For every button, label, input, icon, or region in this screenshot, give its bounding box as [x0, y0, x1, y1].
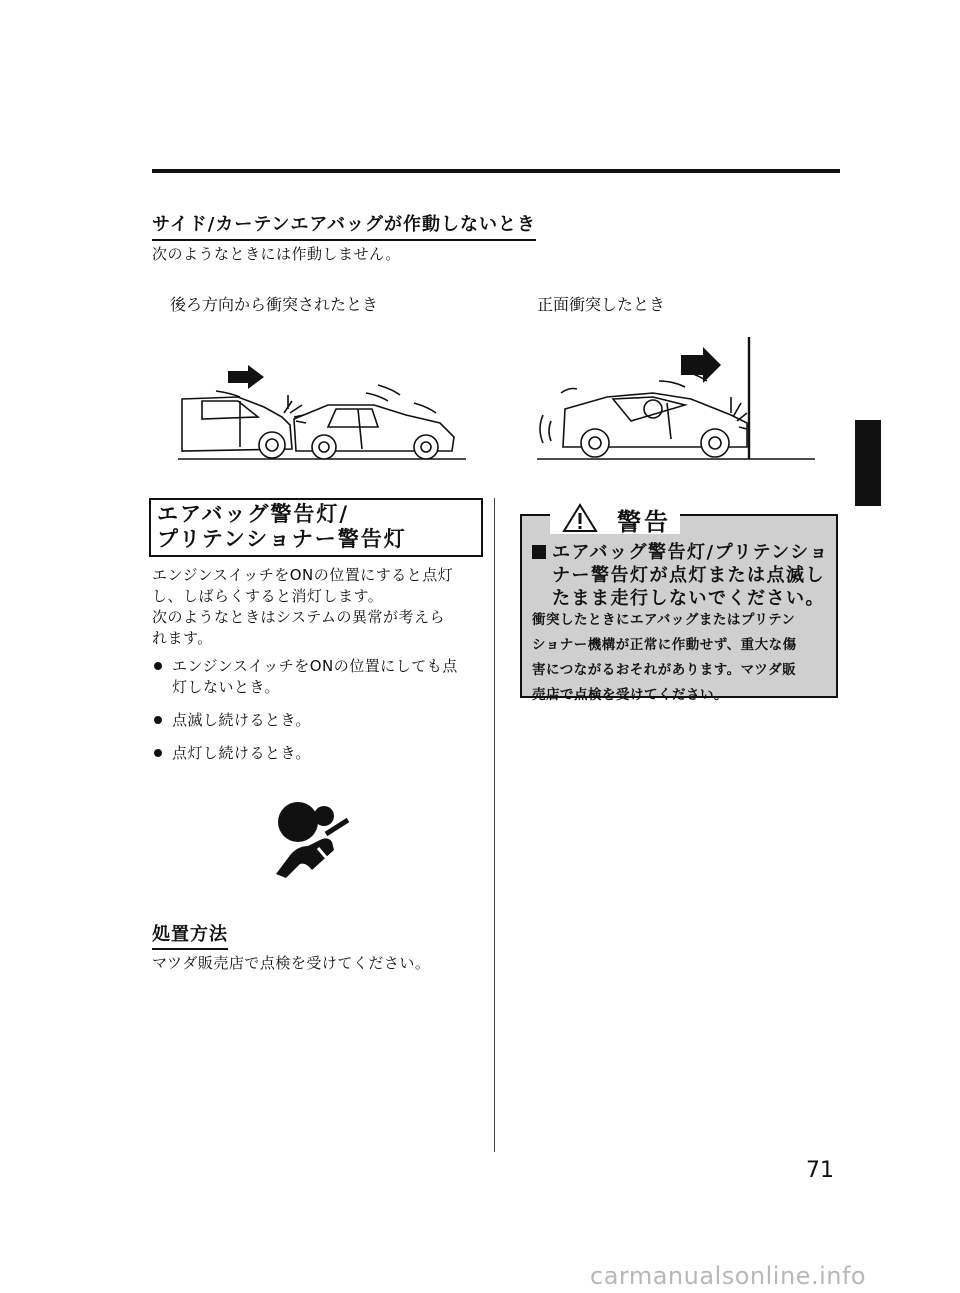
list-item	[152, 656, 482, 698]
warning-body-line: ショナー機構が正常に作動せず、重大な傷	[532, 637, 797, 653]
remedy-heading: 処置方法	[152, 920, 228, 950]
heading-line-1: エアバッグ警告灯/	[157, 502, 349, 526]
top-rule	[152, 169, 840, 173]
warning-lead-line: たまま走行しないでください。	[552, 588, 825, 609]
malfunction-conditions-list	[152, 656, 482, 776]
warning-lead-line: エアバッグ警告灯/プリテンショ	[552, 542, 829, 563]
warning-triangle-icon	[562, 503, 598, 533]
warning-body-line: 衝突したときにエアバッグまたはプリテン	[532, 612, 796, 628]
warning-body-line: 害につながるおそれがあります。マツダ販	[532, 662, 797, 678]
rear-collision-illustration	[178, 365, 468, 465]
list-item	[152, 710, 482, 731]
section-intro: 次のようなときには作動しません。	[152, 245, 401, 263]
chapter-tab	[855, 420, 881, 506]
watermark: carmanualsonline.info	[590, 1262, 867, 1290]
list-item	[152, 743, 482, 764]
airbag-warning-icon	[268, 800, 358, 880]
column-divider	[494, 498, 495, 1152]
square-bullet-icon	[532, 545, 546, 559]
desc-line: 次のようなときはシステムの異常が考えら	[152, 608, 446, 626]
heading-line-2: プリテンショナー警告灯	[157, 527, 407, 551]
warning-body-line: 売店で点検を受けてください。	[532, 687, 728, 703]
remedy-text: マツダ販売店で点検を受けてください。	[152, 954, 431, 972]
front-collision-caption: 正面衝突したとき	[537, 295, 666, 314]
warning-title: 警告	[617, 508, 671, 536]
warning-light-description	[152, 565, 482, 649]
desc-line: エンジンスイッチをONの位置にすると点灯	[152, 566, 454, 584]
desc-line: し、しばらくすると消灯します。	[152, 587, 384, 605]
list-item-text: 灯しないとき。	[172, 678, 280, 696]
warning-lead-line: ナー警告灯が点灯または点滅し	[552, 565, 825, 586]
list-item-text: 点滅し続けるとき。	[172, 711, 311, 729]
warning-body	[532, 608, 832, 708]
section-heading: サイド/カーテンエアバッグが作動しないとき	[152, 210, 536, 241]
list-item-text: エンジンスイッチをONの位置にしても点	[172, 657, 458, 675]
list-item-text: 点灯し続けるとき。	[172, 744, 311, 762]
front-collision-illustration	[535, 335, 825, 465]
page-number: 71	[806, 1158, 834, 1183]
desc-line: れます。	[152, 629, 213, 647]
warning-lead	[532, 541, 832, 610]
rear-collision-caption: 後ろ方向から衝突されたとき	[170, 295, 379, 314]
airbag-warning-light-heading	[149, 498, 483, 557]
